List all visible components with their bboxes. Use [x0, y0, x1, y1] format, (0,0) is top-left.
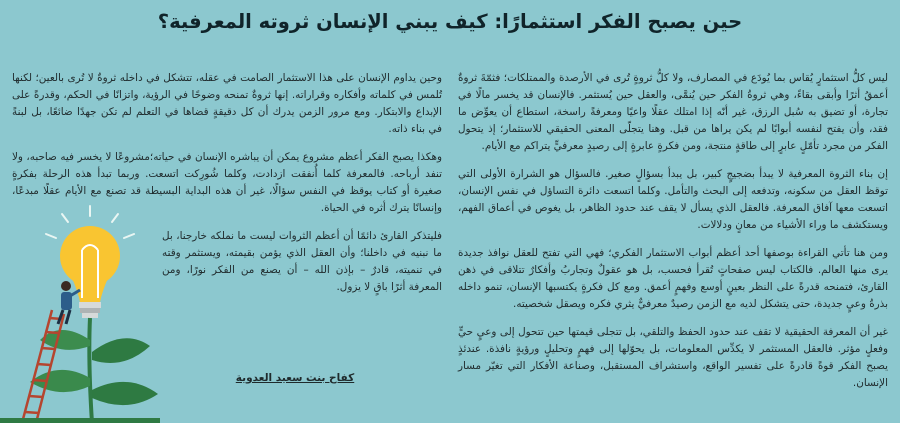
- paragraph: إن بناء الثروة المعرفية لا يبدأ بضجيجٍ كبير، بل يبدأ بسؤالٍ صغير. فالسؤال هو الشرارة الأولى التي توقظ العقل من سكونه، وتدفعه إلى البحث والتأمل. وكلما اتسعت دائرة التساؤل في نفس الإنسان، اتسعت معها آفاق المعرفة. فالعقل الذي يسأل لا يقف عند حدود الظاهر، بل يغوص في أعماق الفهم، ويستكشف ما وراء الأشياء من معانٍ ودلالات.: [458, 168, 888, 231]
- plant-stem-icon: [89, 318, 92, 423]
- paragraph: ومن هنا تأتي القراءة بوصفها أحد أعظم أبواب الاستثمار الفكري؛ فهي التي تفتح للعقل نوافذ جديدة يرى منها العالم. فالكتاب ليس صفحاتٍ تُقرأ فحسب، بل هو عقولٌ وتجاربُ وأفكارٌ تتلاقى في ذهن القارئ، فتمنحه قدرةً على النظر بعينٍ أوسع وفهمٍ أعمق. ومع كل فكرةٍ يكتسبها الإنسان، تنمو داخله بذرةُ وعيٍ جديدة، حتى يتشكل لديه مع الزمن رصيدٌ معرفيٌّ يثري فكره ويصقل شخصيته.: [458, 247, 888, 310]
- leaf-icon: [92, 382, 158, 405]
- author-signature: كفاح بنت سعيد العدوية: [235, 372, 355, 384]
- lightbulb-plant-illustration: [0, 200, 160, 423]
- leaf-icon: [92, 338, 150, 363]
- lightbulb-icon: [60, 226, 120, 286]
- page-title: حين يصبح الفكر استثمارًا: كيف يبني الإنسان ثروته المعرفية؟: [157, 10, 743, 33]
- paragraph: وهكذا يصبح الفكر أعظم مشروع يمكن أن يباشره الإنسان في حياته؛مشروعًا لا يخسر فيه صاحبه، ولا تنفد أرباحه. فالمعرفة كلما أُنفقت ازدادت، وكلما شُورِكت اتسعت. وربما تبدأ هذه الرحلة بفكرةٍ صغيرة أو كتاب يوقظ في النفس سؤالًا، غير أن هذه البداية البسيطة قد تصنع مع الأيام عقلًا مبدعًا، وإنسانًا يترك أثره في الحياة.: [12, 151, 442, 214]
- ladder-icon: [22, 310, 64, 423]
- paragraph: فليتذكر القارئ دائمًا أن أعظم الثروات ليست ما نملكه خارجنا، بل ما نبنيه في داخلنا؛ وأن العقل الذي يؤمن بقيمته، ويستثمر وقته في تنميته، قادرٌ – بإذن الله – أن يصنع من الفكر نورًا، ومن المعرفة أثرًا باقٍ لا يزول.: [162, 230, 442, 293]
- paragraph: ليس كلُّ استثمارٍ يُقاس بما يُودَع في المصارف، ولا كلُّ ثروةٍ تُرى في الأرصدة والممتلكات؛ فثمّةَ ثروةٌ أعمقُ أثرًا وأبقى بقاءً، وهي ثروةُ الفكر حين يُنمَّى، والعقل حين يُستثمر. فالإنسان قد يخسر مالًا في تجارة، أو تضيق به سُبل الرزق، غير أنّه إذا امتلك عقلًا واعيًا ومعرفةً راسخة، استطاع أن يعوِّض ما فقد، وأن يفتح لنفسه أبوابًا لم يكن يراها من قبل. وهنا يتجلّى المعنى الحقيقي للاستثمار؛ إذ يتحول الفكر من مجرد تأمّلٍ عابرٍ إلى طاقةٍ منتجة، ومن فكرةٍ عابرةٍ إلى رصيدٍ معرفيٍّ يتراكم مع الأيام.: [458, 72, 888, 152]
- paragraph: غير أن المعرفة الحقيقية لا تقف عند حدود الحفظ والتلقي، بل تتجلى قيمتها حين تتحول إلى وعيٍ حيٍّ وفعلٍ مؤثر. فالعقل المستثمر لا يكدِّس المعلومات، بل يحوّلها إلى فهمٍ وتحليلٍ ورؤيةٍ نافذة. عندئذٍ يصبح الفكر قوةً قادرةً على تفسير الواقع، واستشراف المستقبل، وصناعة الأفكار التي تغيّر مسار الإنسان.: [458, 326, 888, 389]
- right-column: [458, 70, 888, 403]
- paragraph: وحين يداوم الإنسان على هذا الاستثمار الصامت في عقله، تتشكل في داخله ثروةٌ لا تُرى بالعين؛ لكنها تُلمس في كلماته وأفكاره وقراراته. إنها ثروةٌ تمنحه وضوحًا في الرؤية، واتزانًا في الحكم، وقدرةً على الإبداع والابتكار. ومع مرور الزمن يدرك أن كل دقيقةٍ قضاها في التعلم لم تكن جهدًا ضائعًا، بل لبنةً في بناء ذاته.: [12, 72, 442, 135]
